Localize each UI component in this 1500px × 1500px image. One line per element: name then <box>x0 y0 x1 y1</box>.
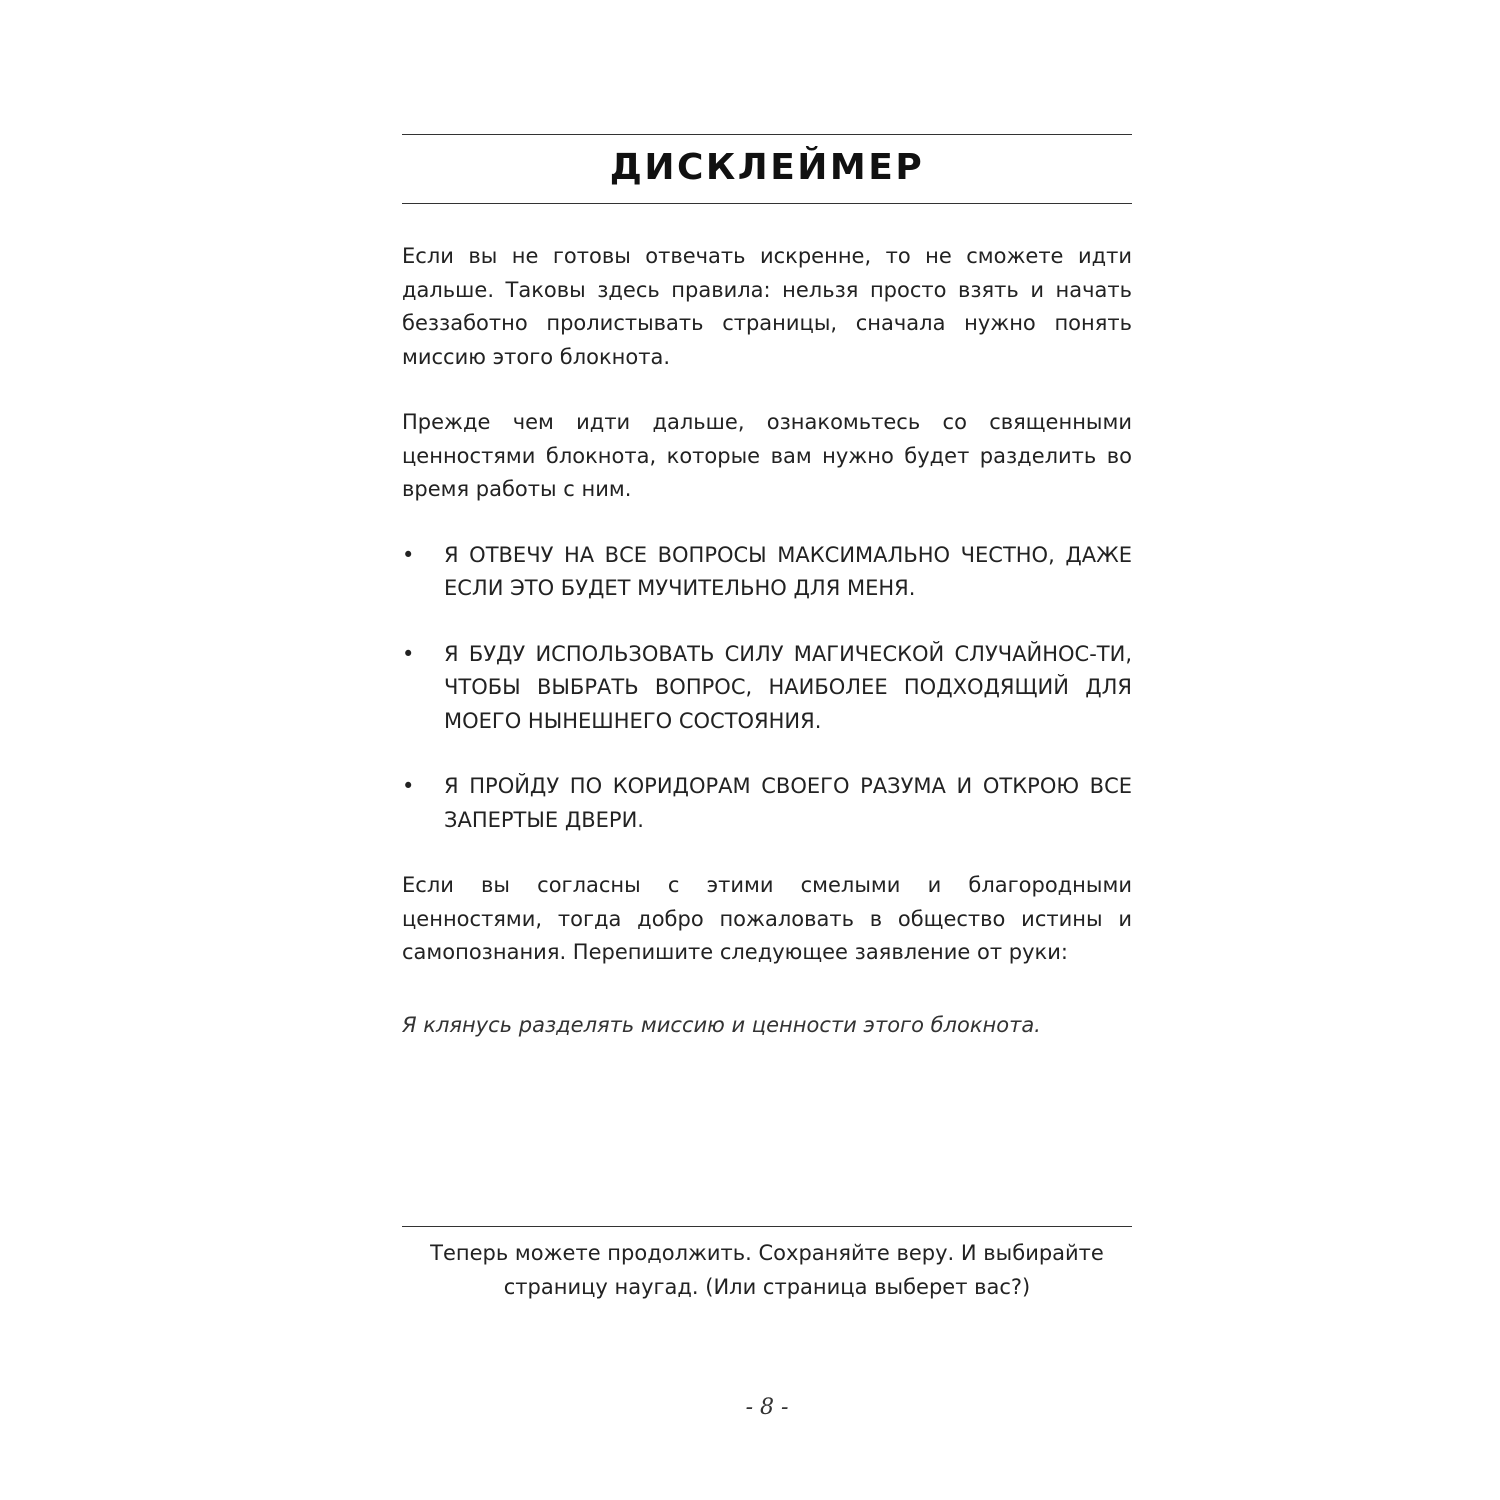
body-text <box>402 240 1132 970</box>
footer-note: Теперь можете продолжить. Сохраняйте веру. И выбирайте страницу наугад. (Или страница выберет вас?) <box>430 1241 1104 1299</box>
values-list <box>402 539 1132 838</box>
bullet-icon: • <box>402 641 415 666</box>
page-number: - 8 - <box>745 1395 789 1420</box>
list-item <box>402 638 1132 739</box>
intro-paragraph: Если вы не готовы отвечать искренне, то не сможете идти дальше. Таковы здесь правила: нельзя просто взять и начать беззаботно пролистывать страницы, сначала нужно понять миссию этого блокнота. <box>402 244 1132 369</box>
list-item <box>402 539 1132 606</box>
list-item-text: Я ПРОЙДУ ПО КОРИДОРАМ СВОЕГО РАЗУМА И ОТКРОЮ ВСЕ ЗАПЕРТЫЕ ДВЕРИ. <box>444 774 1132 832</box>
footer-rule <box>402 1226 1132 1227</box>
bullet-icon: • <box>402 774 415 798</box>
bullet-icon: • <box>402 542 415 567</box>
title-top-rule <box>402 134 1132 135</box>
list-item-text: Я БУДУ ИСПОЛЬЗОВАТЬ СИЛУ МАГИЧЕСКОЙ СЛУЧАЙНОС-ТИ, ЧТОБЫ ВЫБРАТЬ ВОПРОС, НАИБОЛЕЕ ПОДХОДЯЩИЙ ДЛЯ МОЕГО НЫНЕШНЕГО СОСТОЯНИЯ. <box>444 641 1132 733</box>
list-item <box>402 770 1132 837</box>
title-bottom-rule <box>402 203 1132 204</box>
oath-statement: Я клянусь разделять миссию и ценности этого блокнота. <box>402 1013 1041 1037</box>
values-intro-paragraph: Прежде чем идти дальше, ознакомьтесь со священными ценностями блокнота, которые вам нужно будет разделить во время работы с ним. <box>402 410 1132 501</box>
page-title: ДИСКЛЕЙМЕР <box>609 147 925 188</box>
agreement-paragraph: Если вы согласны с этими смелыми и благородными ценностями, тогда добро пожаловать в общество истины и самопознания. Перепишите следующее заявление от руки: <box>402 873 1132 964</box>
list-item-text: Я ОТВЕЧУ НА ВСЕ ВОПРОСЫ МАКСИМАЛЬНО ЧЕСТНО, ДАЖЕ ЕСЛИ ЭТО БУДЕТ МУЧИТЕЛЬНО ДЛЯ МЕНЯ. <box>444 542 1132 600</box>
